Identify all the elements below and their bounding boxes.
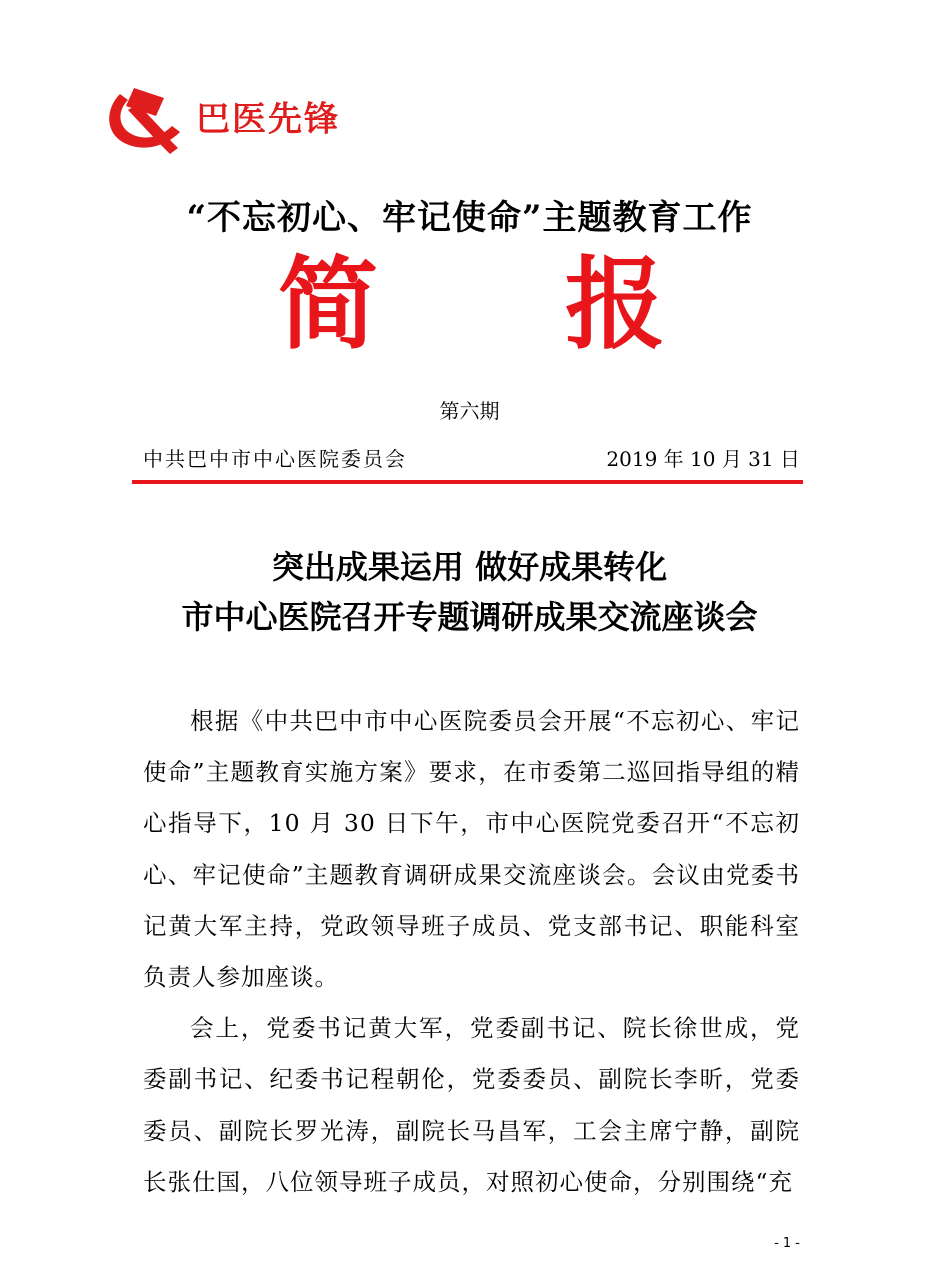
issue-number: 第六期	[439, 399, 500, 423]
header-divider	[132, 480, 803, 484]
title-char-2: 报	[565, 246, 665, 363]
bulletin-subtitle: “不忘初心、牢记使命”主题教育工作	[186, 198, 753, 238]
logo	[98, 80, 398, 158]
bulletin-title	[0, 246, 939, 363]
page-number: - 1 -	[774, 1236, 800, 1251]
title-char-1: 简	[278, 246, 378, 363]
organization: 中共巴中市中心医院委员会	[143, 447, 407, 471]
article-body	[143, 696, 800, 1208]
article-title-line-2: 市中心医院召开专题调研成果交流座谈会	[181, 598, 758, 636]
logo-text: 巴医先锋	[196, 99, 340, 140]
hammer-sickle-icon	[98, 80, 188, 158]
issue-date: 2019 年 10 月 31 日	[606, 447, 800, 471]
paragraph: 根据《中共巴中市中心医院委员会开展“不忘初心、牢记使命”主题教育实施方案》要求，在市委第二巡回指导组的精心指导下，10 月 30 日下午，市中心医院党委召开“不忘初心、牢记使命”主题教育调研成果交流座谈会。会议由党委书记黄大军主持，党政领导班子成员、党支部书记、职能科室负责人参加座谈。	[143, 707, 800, 992]
paragraph: 会上，党委书记黄大军，党委副书记、院长徐世成，党委副书记、纪委书记程朝伦，党委委员、副院长李昕，党委委员、副院长罗光涛，副院长马昌军，工会主席宁静，副院长张仕国，八位领导班子成员，对照初心使命，分别围绕“充	[143, 1014, 800, 1196]
article-title-line-1: 突出成果运用 做好成果转化	[271, 548, 668, 586]
